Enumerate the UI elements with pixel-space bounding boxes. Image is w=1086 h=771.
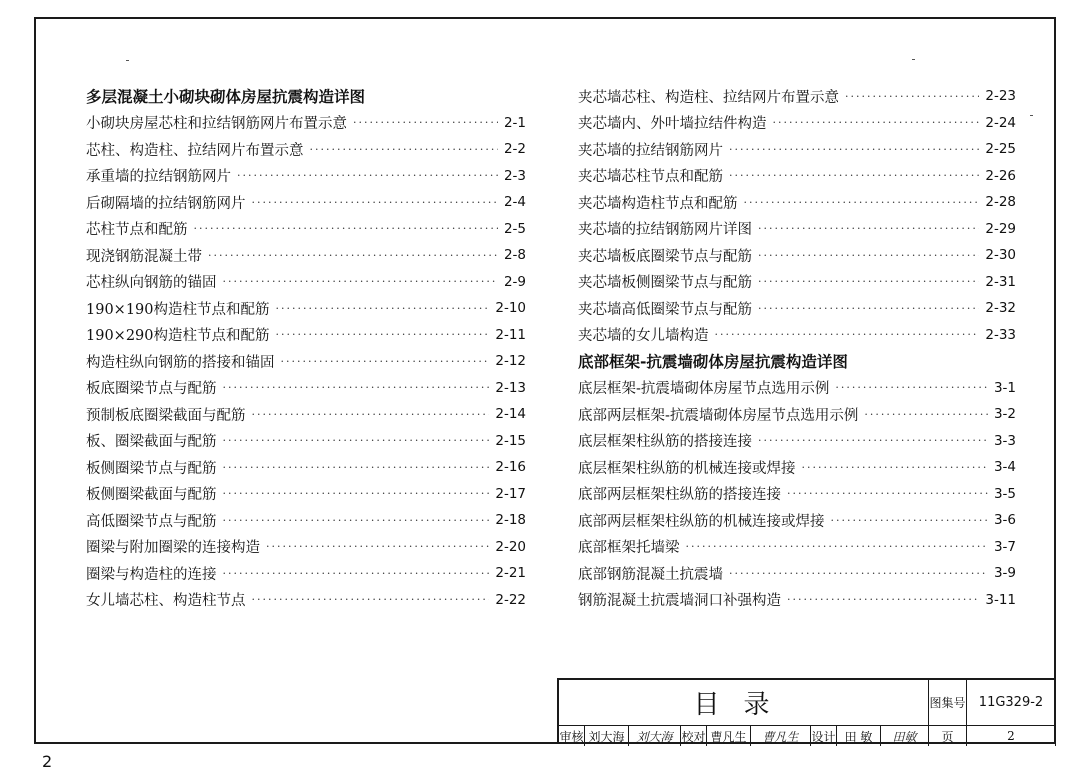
title-block-title: 目录: [559, 680, 929, 726]
dot-leader: [252, 593, 490, 606]
toc-entry[interactable]: [578, 481, 1016, 508]
toc-entry-title: 预制板底圈梁截面与配筋: [86, 407, 246, 424]
toc-entry[interactable]: [578, 110, 1016, 137]
toc-entry-page: 2-11: [495, 326, 526, 343]
toc-left-column: [86, 83, 526, 613]
dot-leader: [208, 249, 498, 262]
scan-speck: [912, 59, 915, 60]
toc-entry-title: 板侧圈梁节点与配筋: [86, 460, 217, 477]
toc-entry[interactable]: [86, 163, 526, 190]
toc-entry-page: 2-10: [495, 300, 526, 317]
toc-entry[interactable]: [578, 136, 1016, 163]
scan-speck: [126, 60, 129, 61]
toc-entry-title: 芯柱节点和配筋: [86, 222, 188, 239]
dot-leader: [729, 143, 979, 156]
toc-entry-title: 板底圈梁节点与配筋: [86, 381, 217, 398]
toc-entry-page: 2-15: [495, 432, 526, 449]
toc-entry-page: 2-12: [495, 353, 526, 370]
toc-entry[interactable]: [578, 454, 1016, 481]
toc-entry-page: 2-29: [985, 220, 1016, 237]
toc-entry-title: 底部两层框架柱纵筋的搭接连接: [578, 487, 781, 504]
toc-entry-title: 190×290构造柱节点和配筋: [86, 328, 270, 345]
toc-entry-page: 3-9: [993, 565, 1016, 582]
toc-entry-page: 2-20: [495, 538, 526, 555]
toc-entry-page: 3-7: [993, 538, 1016, 555]
toc-entry-page: 2-16: [495, 459, 526, 476]
toc-entry-title: 芯柱、构造柱、拉结网片布置示意: [86, 142, 304, 159]
dot-leader: [223, 381, 490, 394]
toc-entry-title: 钢筋混凝土抗震墙洞口补强构造: [578, 593, 781, 610]
toc-entry-title: 圈梁与构造柱的连接: [86, 566, 217, 583]
toc-entry-page: 2-25: [985, 141, 1016, 158]
toc-entry-title: 底层框架柱纵筋的机械连接或焊接: [578, 460, 796, 477]
title-block: [557, 678, 1056, 744]
toc-entry[interactable]: [86, 428, 526, 455]
dot-leader: [864, 408, 988, 421]
toc-entry-title: 夹芯墙的拉结钢筋网片详图: [578, 222, 752, 239]
dot-leader: [686, 540, 988, 553]
toc-entry-page: 3-11: [985, 591, 1016, 608]
dot-leader: [758, 434, 988, 447]
toc-entry-title: 底部框架托墙梁: [578, 540, 680, 557]
dot-leader: [802, 461, 988, 474]
toc-entry[interactable]: [86, 189, 526, 216]
toc-entry[interactable]: [86, 481, 526, 508]
dot-leader: [276, 302, 490, 315]
designer-signature: 田敏: [881, 726, 929, 746]
toc-entry-title: 小砌块房屋芯柱和拉结钢筋网片布置示意: [86, 116, 347, 133]
toc-entry-title: 圈梁与附加圈梁的连接构造: [86, 540, 260, 557]
toc-entry-page: 2-18: [495, 512, 526, 529]
dot-leader: [729, 567, 988, 580]
toc-entry-title: 女儿墙芯柱、构造柱节点: [86, 593, 246, 610]
toc-entry[interactable]: [86, 322, 526, 349]
toc-entry[interactable]: [578, 534, 1016, 561]
toc-entry[interactable]: [578, 507, 1016, 534]
toc-entry-page: 2-9: [503, 273, 526, 290]
reviewer-name: 刘大海: [585, 726, 629, 746]
toc-entry[interactable]: [86, 507, 526, 534]
checker-name: 曹凡生: [707, 726, 751, 746]
toc-entry-title: 夹芯墙板侧圈梁节点与配筋: [578, 275, 752, 292]
toc-entry-page: 3-3: [993, 432, 1016, 449]
dot-leader: [758, 302, 979, 315]
toc-entry[interactable]: [578, 163, 1016, 190]
toc-entry[interactable]: [86, 136, 526, 163]
toc-entry-title: 夹芯墙高低圈梁节点与配筋: [578, 301, 752, 318]
toc-entry[interactable]: [578, 428, 1016, 455]
toc-entry-page: 2-24: [985, 114, 1016, 131]
toc-entry[interactable]: [578, 401, 1016, 428]
toc-entry-page: 2-17: [495, 485, 526, 502]
toc-entry-page: 2-23: [985, 88, 1016, 105]
toc-entry-page: 3-1: [993, 379, 1016, 396]
dot-leader: [194, 222, 498, 235]
dot-leader: [758, 249, 979, 262]
toc-entry-page: 2-4: [503, 194, 526, 211]
toc-entry-title: 夹芯墙板底圈梁节点与配筋: [578, 248, 752, 265]
atlas-number-label: 图集号: [929, 680, 967, 726]
toc-entry-page: 2-31: [985, 273, 1016, 290]
toc-entry-title: 底层框架-抗震墙砌体房屋节点选用示例: [578, 381, 830, 398]
toc-entry[interactable]: [86, 242, 526, 269]
toc-entry-title: 底部钢筋混凝土抗震墙: [578, 566, 723, 583]
toc-entry-page: 2-30: [985, 247, 1016, 264]
dot-leader: [281, 355, 490, 368]
dot-leader: [744, 196, 980, 209]
toc-entry[interactable]: [578, 560, 1016, 587]
toc-right-column: [578, 83, 1016, 613]
toc-entry-title: 构造柱纵向钢筋的搭接和锚固: [86, 354, 275, 371]
dot-leader: [252, 408, 490, 421]
review-label: 审核: [559, 726, 585, 746]
sheet-page-number: 2: [967, 726, 1056, 746]
toc-entry[interactable]: [86, 110, 526, 137]
dot-leader: [773, 116, 980, 129]
dot-leader: [715, 328, 980, 341]
dot-leader: [276, 328, 490, 341]
reviewer-signature: 刘大海: [629, 726, 681, 746]
toc-entry-page: 2-3: [503, 167, 526, 184]
toc-entry[interactable]: [86, 348, 526, 375]
dot-leader: [223, 487, 490, 500]
toc-entry-page: 3-2: [993, 406, 1016, 423]
toc-entry-title: 夹芯墙芯柱节点和配筋: [578, 169, 723, 186]
toc-entry-page: 2-14: [495, 406, 526, 423]
dot-leader: [223, 567, 490, 580]
dot-leader: [787, 487, 988, 500]
toc-entry-title: 夹芯墙的拉结钢筋网片: [578, 142, 723, 159]
toc-entry[interactable]: [578, 587, 1016, 614]
dot-leader: [266, 540, 489, 553]
dot-leader: [831, 514, 988, 527]
toc-entry-page: 2-28: [985, 194, 1016, 211]
toc-entry-page: 2-32: [985, 300, 1016, 317]
toc-entry[interactable]: [86, 560, 526, 587]
toc-entry-page: 2-33: [985, 326, 1016, 343]
page-label: 页: [929, 726, 967, 746]
toc-entry-title: 后砌隔墙的拉结钢筋网片: [86, 195, 246, 212]
dot-leader: [223, 514, 490, 527]
dot-leader: [729, 169, 979, 182]
dot-leader: [223, 461, 490, 474]
toc-entry-title: 承重墙的拉结钢筋网片: [86, 169, 231, 186]
toc-entry-title: 夹芯墙构造柱节点和配筋: [578, 195, 738, 212]
toc-entry-page: 2-8: [503, 247, 526, 264]
toc-entry[interactable]: [578, 83, 1016, 110]
toc-entry-title: 高低圈梁节点与配筋: [86, 513, 217, 530]
toc-entry[interactable]: [578, 189, 1016, 216]
page-number: 2: [42, 752, 53, 771]
toc-entry[interactable]: [86, 269, 526, 296]
toc-entry[interactable]: [578, 269, 1016, 296]
toc-entry-page: 3-5: [993, 485, 1016, 502]
dot-leader: [845, 90, 979, 103]
scan-speck: [1030, 115, 1033, 116]
toc-entry-page: 3-6: [993, 512, 1016, 529]
dot-leader: [223, 275, 498, 288]
toc-entry-page: 2-2: [503, 141, 526, 158]
dot-leader: [223, 434, 490, 447]
check-label: 校对: [681, 726, 707, 746]
toc-entry[interactable]: [578, 322, 1016, 349]
toc-entry[interactable]: [578, 242, 1016, 269]
toc-entry-title: 板侧圈梁截面与配筋: [86, 487, 217, 504]
toc-entry-page: 2-26: [985, 167, 1016, 184]
toc-entry-page: 2-22: [495, 591, 526, 608]
checker-signature: 曹凡生: [751, 726, 811, 746]
dot-leader: [758, 222, 979, 235]
design-label: 设计: [811, 726, 837, 746]
toc-entry[interactable]: [86, 375, 526, 402]
toc-entry-title: 芯柱纵向钢筋的锚固: [86, 275, 217, 292]
section-heading: 底部框架-抗震墙砌体房屋抗震构造详图: [578, 353, 848, 372]
toc-entry[interactable]: [578, 375, 1016, 402]
toc-entry-page: 2-5: [503, 220, 526, 237]
dot-leader: [787, 593, 979, 606]
toc-entry[interactable]: [86, 534, 526, 561]
dot-leader: [835, 381, 988, 394]
toc-entry-page: 2-21: [495, 565, 526, 582]
toc-entry-title: 底部两层框架-抗震墙砌体房屋节点选用示例: [578, 407, 859, 424]
toc-entry-page: 2-13: [495, 379, 526, 396]
toc-entry-title: 夹芯墙芯柱、构造柱、拉结网片布置示意: [578, 89, 839, 106]
toc-entry-title: 190×190构造柱节点和配筋: [86, 301, 270, 318]
toc-entry-title: 现浇钢筋混凝土带: [86, 248, 202, 265]
dot-leader: [252, 196, 498, 209]
toc-entry-page: 3-4: [993, 459, 1016, 476]
designer-name: 田 敏: [837, 726, 881, 746]
dot-leader: [353, 116, 498, 129]
toc-entry[interactable]: [86, 295, 526, 322]
toc-entry[interactable]: [86, 587, 526, 614]
toc-entry-title: 夹芯墙的女儿墙构造: [578, 328, 709, 345]
toc-entry-title: 底部两层框架柱纵筋的机械连接或焊接: [578, 513, 825, 530]
dot-leader: [310, 143, 498, 156]
signature-row: [559, 726, 1056, 746]
toc-entry[interactable]: [86, 401, 526, 428]
toc-entry[interactable]: [578, 216, 1016, 243]
toc-entry-page: 2-1: [503, 114, 526, 131]
dot-leader: [237, 169, 498, 182]
toc-entry-title: 底层框架柱纵筋的搭接连接: [578, 434, 752, 451]
toc-entry-title: 板、圈梁截面与配筋: [86, 434, 217, 451]
dot-leader: [758, 275, 979, 288]
atlas-number: 11G329-2: [967, 680, 1056, 726]
toc-entry[interactable]: [86, 454, 526, 481]
toc-entry[interactable]: [86, 216, 526, 243]
toc-entry[interactable]: [578, 295, 1016, 322]
toc-entry-title: 夹芯墙内、外叶墙拉结件构造: [578, 116, 767, 133]
section-heading: 多层混凝土小砌块砌体房屋抗震构造详图: [86, 88, 366, 107]
